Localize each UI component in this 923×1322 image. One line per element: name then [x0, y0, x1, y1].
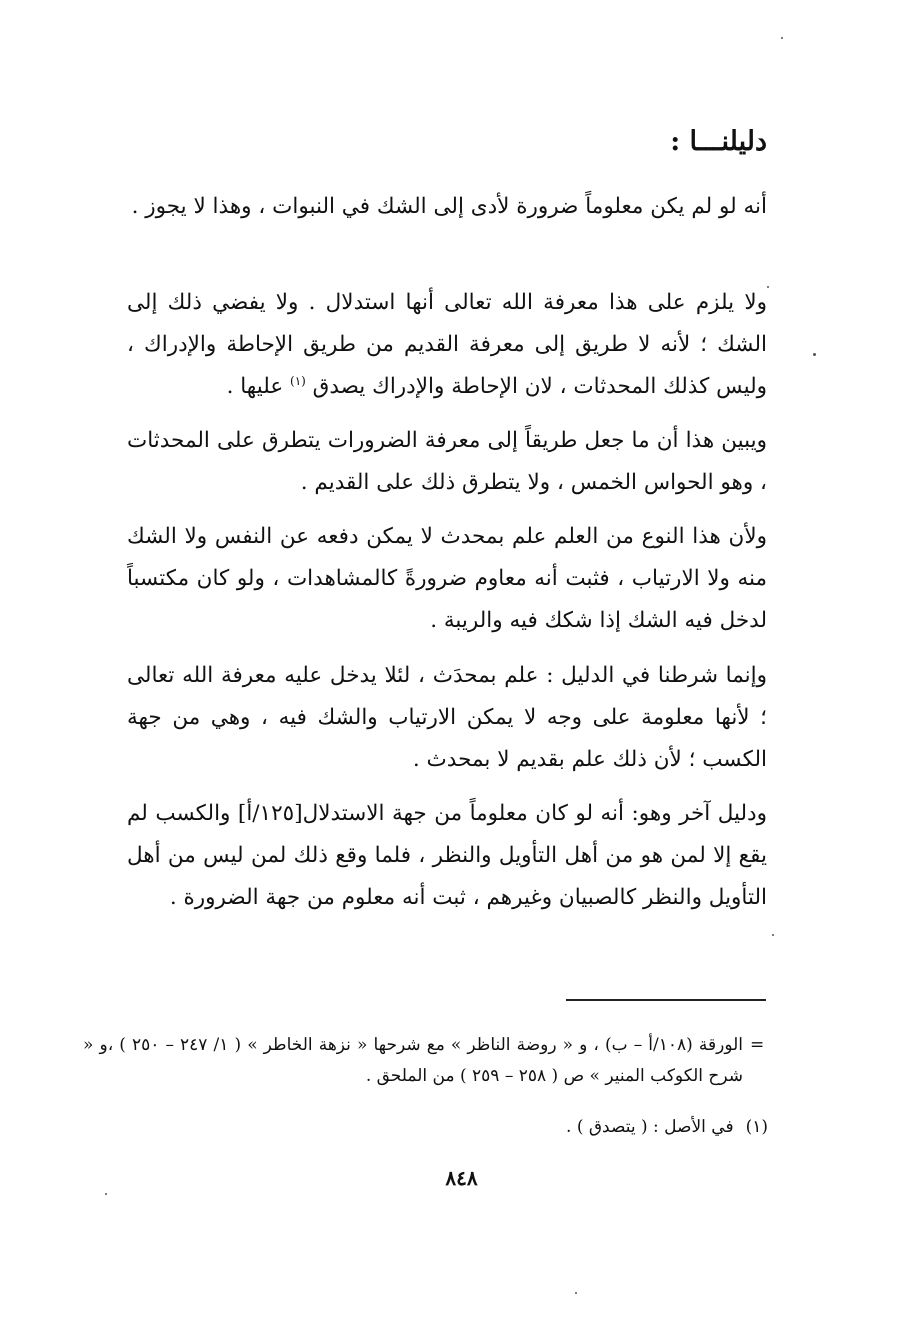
- scan-speck: [767, 286, 769, 288]
- scan-speck: [772, 934, 774, 936]
- section-heading: دليلنـــا :: [670, 126, 767, 157]
- paragraph-4: ولأن هذا النوع من العلم علم بمحدث لا يمكن دفعه عن النفس ولا الشك منه ولا الارتياب ، فثبت أنه معاوم ضرورةً كالمشاهدات ، ولو كان مكتسباً لدخل فيه الشك إذا شكك فيه والريبة .: [127, 524, 767, 633]
- scan-speck: [781, 37, 783, 39]
- scan-speck: [575, 1292, 577, 1294]
- paragraph-2-tail: عليها .: [226, 374, 284, 399]
- footnote-divider: [566, 999, 766, 1001]
- paragraph-2: [127, 282, 767, 408]
- scan-speck: [813, 353, 816, 356]
- footnote-1-text: في الأصل : ( يتصدق ) .: [566, 1117, 734, 1137]
- paragraph-5: وإنما شرطنا في الدليل : علم بمحدَث ، لئلا يدخل عليه معرفة الله تعالى ؛ لأنها معلومة على وجه لا يمكن الارتياب والشك فيه ، وهي من جهة الكسب ؛ لأن ذلك علم بقديم لا بمحدث .: [127, 663, 767, 772]
- footnote-continuation-mark: =: [750, 1035, 765, 1055]
- page-number: ٨٤٨: [445, 1166, 478, 1190]
- paragraph-2-text: ولا يلزم على هذا معرفة الله تعالى أنها استدلال . ولا يفضي ذلك إلى الشك ؛ لأنه لا طريق إلى معرفة القديم من طريق الإحاطة والإدراك ، وليس كذلك المحدثات ، لان الإحاطة والإدراك يصدق: [127, 290, 767, 399]
- scan-speck: [105, 1193, 107, 1195]
- footnote-reference-1: (١): [290, 373, 306, 388]
- footnote-continuation: الورقة (١٠٨/أ – ب) ، و « روضة الناظر » مع شرحها « نزهة الخاطر » ( ١/ ٢٤٧ – ٢٥٠ ) ،و « شرح الكوكب المنير » ص ( ٢٥٨ – ٢٥٩ ) من الملحق .: [83, 1035, 744, 1086]
- paragraph-1: أنه لو لم يكن معلوماً ضرورة لأدى إلى الشك في النبوات ، وهذا لا يجوز .: [131, 194, 767, 219]
- paragraph-6: ودليل آخر وهو: أنه لو كان معلوماً من جهة الاستدلال[١٢٥/أ] والكسب لم يقع إلا لمن هو من أهل التأويل والنظر ، فلما وقع ذلك لمن ليس من أهل التأويل والنظر كالصبيان وغيرهم ، ثبت أنه معلوم من جهة الضرورة .: [127, 801, 767, 910]
- footnote-1-number: (١): [745, 1117, 768, 1137]
- paragraph-3: ويبين هذا أن ما جعل طريقاً إلى معرفة الضرورات يتطرق على المحدثات ، وهو الحواس الخمس ، ولا يتطرق ذلك على القديم .: [127, 428, 767, 495]
- footnote-1: [88, 1112, 768, 1143]
